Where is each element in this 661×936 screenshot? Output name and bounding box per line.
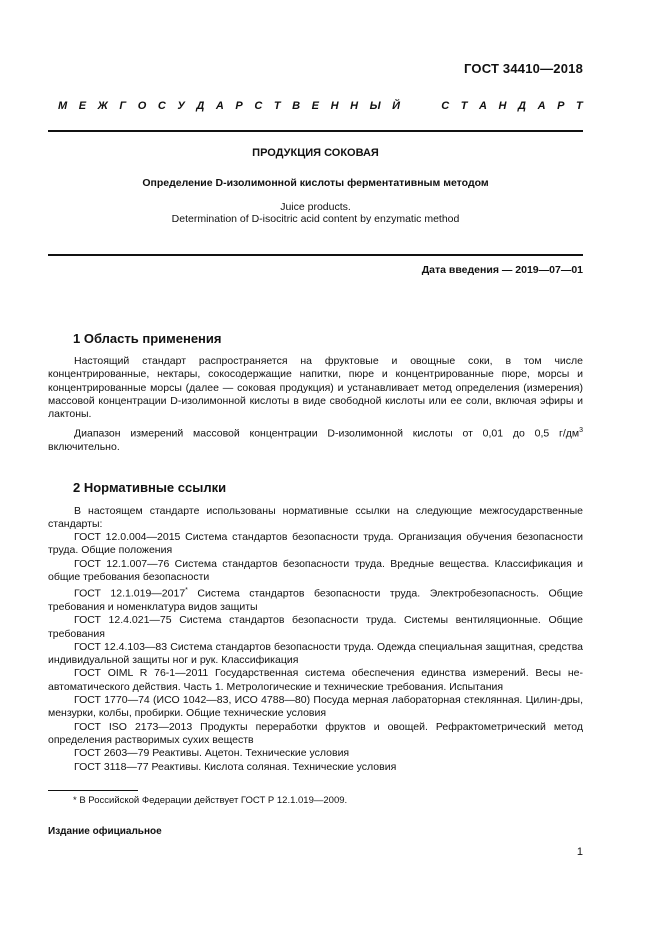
section-2-heading: 2 Нормативные ссылки [73,480,227,495]
banner-letter: С [254,100,263,112]
banner-letter: Т [575,100,583,112]
banner-letter: А [479,100,487,112]
reference-item: ГОСТ 12.4.021—75 Система стандартов безопасности труда. Системы вентиляционные. Общие требования [48,614,583,640]
banner-letter: Р [557,100,565,112]
english-title-line-2: Determination of D-isocitric acid content by enzymatic method [171,213,460,225]
measurement-range-tail: включительно. [48,440,120,453]
reference-text: ГОСТ 12.1.019—2017 [74,587,186,600]
reference-item: ГОСТ ISO 2173—2013 Продукты переработки фруктов и овощей. Рефрактометрический метод определения растворимых сухих веществ [48,720,583,746]
banner-letter: Н [498,100,507,112]
section-1-paragraph-1: Настоящий стандарт распространяется на фруктовые и овощные соки, в том числе концентрированные, нектары, сокосодержащие напитки, пюре и концентрированные пюре, морсы и концентрированные морсы (далее — соковая продукция) и устанавливает метод определения (измерения) массовой концентрации D-изолимонной кислоты в виде свободной кислоты или ее соли, включая эфиры и лактоны. [48,355,583,421]
normative-references-list [48,531,583,774]
reference-item: ГОСТ 12.0.004—2015 Система стандартов безопасности труда. Организация обучения безопасности труда. Общие положения [48,531,583,557]
banner-letter: Т [273,100,281,112]
banner-letter: В [292,100,301,112]
introduction-date: Дата введения — 2019—07—01 [421,264,583,276]
banner-letter: А [215,100,224,112]
banner-letter: Ж [97,100,108,112]
banner-letter: С [441,100,450,112]
page-number: 1 [576,846,583,858]
footnote-divider [48,790,138,791]
reference-item: ГОСТ OIML R 76-1—2011 Государственная система обеспечения единства измерений. Весы не-автоматического действия. Часть 1. Метрологические и технические требования. Испытания [48,667,583,693]
banner-letter: Е [311,100,319,112]
reference-item: ГОСТ 12.4.103—83 Система стандартов безопасности труда. Одежда специальная защитная, средства индивидуальной защиты ног и рук. Классификация [48,640,583,667]
banner-letter: У [177,100,185,112]
standard-number: ГОСТ 34410—2018 [464,61,583,76]
section-1-heading: 1 Область применения [73,331,222,346]
banner-letter: Н [350,100,359,112]
banner-letter: Й [392,100,401,112]
reference-item [48,584,583,614]
banner-letter: Е [78,100,87,112]
banner-letter: О [137,100,147,112]
banner-gap [412,100,430,112]
english-title-line-1: Juice products. [280,201,351,213]
footnote: * В Российской Федерации действует ГОСТ Р 12.1.019—2009. [73,795,348,806]
banner-letter: Г [119,100,127,112]
title-divider [48,254,583,256]
banner-letter: Ы [369,100,381,112]
document-subtitle: Определение D-изолимонной кислоты ферментативным методом [142,177,489,189]
banner-letter: Н [330,100,339,112]
official-edition-label: Издание официальное [48,826,162,837]
document-title: ПРОДУКЦИЯ СОКОВАЯ [252,147,379,159]
measurement-range-text: Диапазон измерений массовой концентрации D-изолимонной кислоты от 0,01 до 0,5 г/дм [74,427,580,440]
reference-item: ГОСТ 12.1.007—76 Система стандартов безопасности труда. Вредные вещества. Классификация и общие требования безопасности [48,557,583,583]
section-2-intro: В настоящем стандарте использованы нормативные ссылки на следующие межгосударственные стандарты: [48,505,583,531]
banner-letter: Д [196,100,205,112]
reference-item: ГОСТ 3118—77 Реактивы. Кислота соляная. Технические условия [74,760,397,773]
banner-letter: Д [518,100,526,112]
section-1-paragraph-2 [48,424,583,454]
banner-letter: Т [460,100,468,112]
reference-item: ГОСТ 1770—74 (ИСО 1042—83, ИСО 4788—80) Посуда мерная лабораторная стеклянная. Цилин-дры, мензурки, колбы, пробирки. Общие технические условия [48,694,583,720]
banner-letter: М [58,100,68,112]
reference-item: ГОСТ 2603—79 Реактивы. Ацетон. Технические условия [74,747,350,760]
banner-letter: Р [235,100,243,112]
banner-letter: С [157,100,166,112]
header-divider [48,130,583,132]
reference-text-tail: Система стандартов безопасности труда. Электробезопасность. Общие требования и номенклатура видов защиты [48,587,583,613]
unit-superscript: 3 [579,427,583,434]
interstate-standard-banner [58,100,583,112]
footnote-marker: * [185,587,188,595]
banner-letter: А [537,100,546,112]
